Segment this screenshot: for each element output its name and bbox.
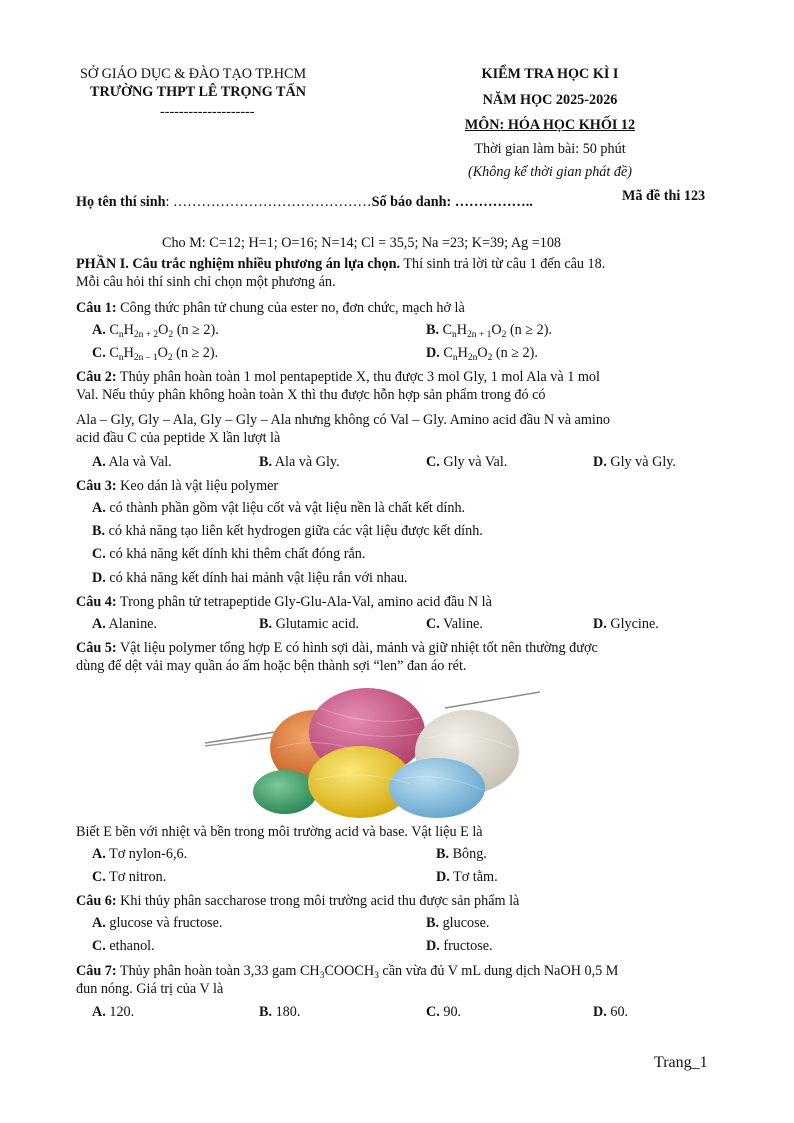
department-name: SỞ GIÁO DỤC & ĐÀO TẠO TP.HCM [80,66,307,82]
question-label: Câu 5: [76,640,117,656]
q1-option-b[interactable]: B. $C_nH_{2n + 1}O_2$ (n ≥ 2). [426,322,553,340]
atomic-masses: Cho M: C=12; H=1; O=16; N=14; Cl = 35,5; Na =23; K=39; Ag =108 [162,235,562,251]
q4-option-b[interactable]: B. Glutamic acid. [259,616,360,632]
q7-text-line2: đun nóng. Giá trị của V là [76,981,224,997]
q6-option-d[interactable]: D. fructose. [426,938,493,954]
question-text: Trong phân tử tetrapeptide Gly-Glu-Ala-Val, amino acid đầu N là [116,594,492,610]
student-name-field[interactable]: : …………………………………… [165,194,372,210]
q3-option-b[interactable]: B. có khả năng tạo liên kết hydrogen giữa các vật liệu được kết dính. [92,523,483,539]
q1-option-d[interactable]: D. $C_nH_{2n}O_2$ (n ≥ 2). [426,345,538,363]
exam-duration: Thời gian làm bài: 50 phút [474,141,626,157]
question-label: Câu 3: [76,478,117,494]
part1-instruction-2: Mỗi câu hỏi thí sinh chỉ chọn một phương án. [76,274,336,290]
q6-option-a[interactable]: A. glucose và fructose. [92,915,223,931]
q2-text-line4: acid đầu C của peptide X lần lượt là [76,430,281,446]
exam-code: Mã đề thi 123 [622,188,706,204]
q1-option-c[interactable]: C. $C_nH_{2n - 1}O_2$ (n ≥ 2). [92,345,219,363]
question-text: Khi thủy phân saccharose trong môi trường acid thu được sản phẩm là [116,893,520,909]
question-1 [76,299,718,317]
q7-option-a[interactable]: A. 120. [92,1004,135,1020]
question-7: Câu 7: Thủy phân hoàn toàn 3,33 gam $CH_3COOCH_3$ cần vừa đủ V mL dung dịch NaOH 0,5 M [76,963,619,981]
school-name: TRƯỜNG THPT LÊ TRỌNG TẤN [90,84,307,100]
q6-option-b[interactable]: B. glucose. [426,915,490,931]
blue-yarn-ball [389,758,485,818]
q2-option-c[interactable]: C. Gly và Val. [426,454,508,470]
q4-option-c[interactable]: C. Valine. [426,616,483,632]
q4-option-d[interactable]: D. Glycine. [593,616,659,632]
question-label: Câu 2: [76,369,117,385]
q5-text-line3: Biết E bền với nhiệt và bền trong môi trường acid và base. Vật liệu E là [76,824,483,840]
q4-option-a[interactable]: A. Alanine. [92,616,158,632]
q2-text-line2: Val. Nếu thủy phân không hoàn toàn X thì thu được hỗn hợp sản phẩm trong đó có [76,387,546,403]
q2-option-d[interactable]: D. Gly và Gly. [593,454,677,470]
student-id-label[interactable]: Số báo danh: …………….. [371,194,533,210]
duration-note: (Không kể thời gian phát đề) [467,164,632,180]
q1-option-a[interactable]: A. $C_nH_{2n + 2}O_2$ (n ≥ 2). [92,322,219,340]
header-divider: -------------------- [160,104,255,120]
student-name-label: Họ tên thí sinh [76,194,166,210]
q5-option-b[interactable]: B. Bông. [436,846,487,862]
q6-option-c[interactable]: C. ethanol. [92,938,155,954]
question-5 [76,639,718,657]
question-text: Công thức phân tử chung của ester no, đơn chức, mạch hở là [116,300,465,316]
knitting-needle [445,692,540,708]
question-text: Keo dán là vật liệu polymer [116,478,279,494]
q5-option-d[interactable]: D. Tơ tằm. [436,869,498,885]
page-number: Trang_1 [654,1054,708,1071]
q2-option-b[interactable]: B. Ala và Gly. [259,454,340,470]
question-text: Thủy phân hoàn toàn 1 mol pentapeptide X, thu được 3 mol Gly, 1 mol Ala và 1 mol [116,369,600,385]
q3-option-a[interactable]: A. có thành phần gồm vật liệu cốt và vật liệu nền là chất kết dính. [92,500,466,516]
question-label: Câu 4: [76,594,117,610]
green-yarn-ball [253,770,317,814]
part1-title: PHẦN I. Câu trắc nghiệm nhiều phương án lựa chọn. [76,256,401,272]
question-label: Câu 7: [76,963,117,979]
part1-heading [76,255,718,273]
question-text: Vật liệu polymer tổng hợp E có hình sợi dài, mảnh và giữ nhiệt tốt nên thường được [116,640,598,656]
q2-option-a[interactable]: A. Ala và Val. [92,454,172,470]
q5-option-c[interactable]: C. Tơ nitron. [92,869,167,885]
school-year: NĂM HỌC 2025-2026 [482,92,618,108]
part1-instruction: Thí sinh trả lời từ câu 1 đến câu 18. [400,256,606,272]
exam-title: KIỂM TRA HỌC KÌ I [481,66,619,82]
q7-option-d[interactable]: D. 60. [593,1004,629,1020]
q2-text-line3: Ala – Gly, Gly – Ala, Gly – Gly – Ala nhưng không có Val – Gly. Amino acid đầu N và amino [76,412,611,428]
question-6 [76,892,718,910]
student-info-line [76,194,533,211]
q5-text-line2: dùng để dệt vải may quần áo ấm hoặc bện thành sợi “len” đan áo rét. [76,658,467,674]
question-label: Câu 6: [76,893,117,909]
q7-option-c[interactable]: C. 90. [426,1004,462,1020]
q7-option-b[interactable]: B. 180. [259,1004,301,1020]
q5-option-a[interactable]: A. Tơ nylon-6,6. [92,846,188,862]
q3-option-d[interactable]: D. có khả năng kết dính hai mảnh vật liệu rắn với nhau. [92,570,408,586]
q3-option-c[interactable]: C. có khả năng kết dính khi thêm chất đóng rắn. [92,546,366,562]
question-3 [76,477,718,495]
question-4 [76,593,718,611]
subject-title: MÔN: HÓA HỌC KHỐI 12 [464,117,636,133]
question-label: Câu 1: [76,300,117,316]
yarn-balls-image [205,688,540,818]
question-2 [76,368,718,386]
